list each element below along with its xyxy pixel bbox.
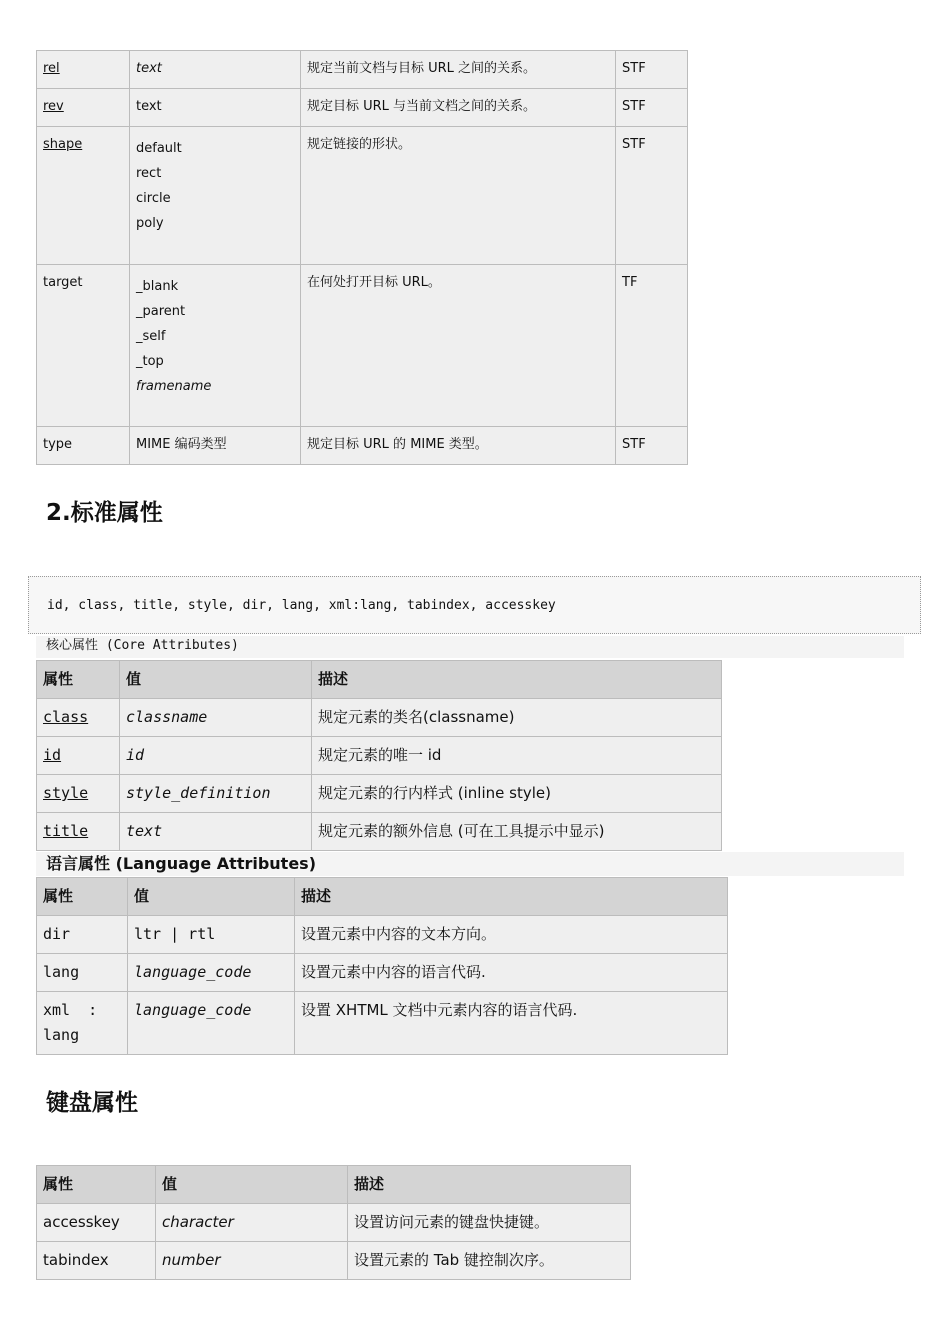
attr-cell: accesskey xyxy=(37,1204,156,1242)
desc-cell: 设置访问元素的键盘快捷键。 xyxy=(348,1204,631,1242)
attr-cell: target xyxy=(37,265,130,427)
desc-cell: 规定元素的唯一 id xyxy=(312,737,722,775)
value-line: rect xyxy=(136,166,162,181)
value-cell: language_code xyxy=(128,992,295,1055)
table-row xyxy=(37,992,728,1055)
value-line: _self xyxy=(136,329,166,344)
table-row xyxy=(37,89,688,127)
value-line: default xyxy=(136,141,182,156)
column-header: 描述 xyxy=(348,1166,631,1204)
value-line: _top xyxy=(136,354,164,369)
desc-cell: 规定元素的类名(classname) xyxy=(312,699,722,737)
value-cell: style_definition xyxy=(120,775,312,813)
attr-cell: lang xyxy=(37,954,128,992)
desc-cell: 规定链接的形状。 xyxy=(301,127,616,265)
core-attributes-table xyxy=(36,660,722,851)
value-cell: id xyxy=(120,737,312,775)
value-line: _parent xyxy=(136,304,186,319)
value-line: framename xyxy=(136,379,212,394)
attr-line: lang xyxy=(43,1026,80,1044)
desc-cell: 设置元素的 Tab 键控制次序。 xyxy=(348,1242,631,1280)
value-cell xyxy=(130,127,301,265)
value-cell: MIME 编码类型 xyxy=(130,427,301,465)
dtd-cell: TF xyxy=(616,265,688,427)
dtd-cell: STF xyxy=(616,427,688,465)
attr-cell: dir xyxy=(37,916,128,954)
value-line: poly xyxy=(136,216,164,231)
desc-cell: 规定元素的行内样式 (inline style) xyxy=(312,775,722,813)
attr-link-id[interactable]: id xyxy=(37,737,120,775)
core-attributes-caption: 核心属性 (Core Attributes) xyxy=(36,636,904,658)
value-line: _blank xyxy=(136,279,179,294)
column-header: 属性 xyxy=(37,661,120,699)
column-header: 属性 xyxy=(37,878,128,916)
value-cell: text xyxy=(130,89,301,127)
table-header-row xyxy=(37,661,722,699)
value-cell: language_code xyxy=(128,954,295,992)
link-attributes-table xyxy=(36,50,688,465)
language-attributes-caption: 语言属性 (Language Attributes) xyxy=(36,852,904,876)
table-row xyxy=(37,1242,631,1280)
column-header: 属性 xyxy=(37,1166,156,1204)
dtd-cell: STF xyxy=(616,127,688,265)
table-row xyxy=(37,813,722,851)
column-header: 值 xyxy=(156,1166,348,1204)
value-cell xyxy=(130,265,301,427)
attr-cell xyxy=(37,992,128,1055)
attr-cell: tabindex xyxy=(37,1242,156,1280)
table-row xyxy=(37,775,722,813)
column-header: 值 xyxy=(120,661,312,699)
attr-link-title[interactable]: title xyxy=(37,813,120,851)
table-row xyxy=(37,51,688,89)
attr-link-shape[interactable]: shape xyxy=(37,127,130,265)
table-row xyxy=(37,699,722,737)
value-cell: ltr | rtl xyxy=(128,916,295,954)
attr-link-rel[interactable]: rel xyxy=(37,51,130,89)
attr-cell: type xyxy=(37,427,130,465)
value-cell: text xyxy=(130,51,301,89)
desc-cell: 设置元素中内容的语言代码. xyxy=(295,954,728,992)
dtd-cell: STF xyxy=(616,89,688,127)
table-row xyxy=(37,427,688,465)
value-cell: text xyxy=(120,813,312,851)
attr-link-style[interactable]: style xyxy=(37,775,120,813)
column-header: 描述 xyxy=(312,661,722,699)
desc-cell: 设置元素中内容的文本方向。 xyxy=(295,916,728,954)
desc-cell: 在何处打开目标 URL。 xyxy=(301,265,616,427)
code-line: id, class, title, style, dir, lang, xml:lang, tabindex, accesskey xyxy=(47,598,556,613)
table-header-row xyxy=(37,878,728,916)
attr-link-rev[interactable]: rev xyxy=(37,89,130,127)
table-header-row xyxy=(37,1166,631,1204)
table-row xyxy=(37,265,688,427)
language-attributes-table xyxy=(36,877,728,1055)
desc-cell: 设置 XHTML 文档中元素内容的语言代码. xyxy=(295,992,728,1055)
column-header: 值 xyxy=(128,878,295,916)
table-row xyxy=(37,127,688,265)
desc-cell: 规定目标 URL 与当前文档之间的关系。 xyxy=(301,89,616,127)
table-row xyxy=(37,1204,631,1242)
desc-cell: 规定元素的额外信息 (可在工具提示中显示) xyxy=(312,813,722,851)
desc-cell: 规定目标 URL 的 MIME 类型。 xyxy=(301,427,616,465)
attr-line: xml : xyxy=(43,1001,98,1019)
value-cell: classname xyxy=(120,699,312,737)
attr-link-class[interactable]: class xyxy=(37,699,120,737)
section-heading-keyboard: 键盘属性 xyxy=(46,1090,138,1116)
table-row xyxy=(37,954,728,992)
value-cell: number xyxy=(156,1242,348,1280)
value-line: circle xyxy=(136,191,171,206)
column-header: 描述 xyxy=(295,878,728,916)
value-cell: character xyxy=(156,1204,348,1242)
section-heading-standard: 2.标准属性 xyxy=(46,500,163,526)
desc-cell: 规定当前文档与目标 URL 之间的关系。 xyxy=(301,51,616,89)
dtd-cell: STF xyxy=(616,51,688,89)
keyboard-attributes-table xyxy=(36,1165,631,1280)
code-block xyxy=(28,576,921,634)
table-row xyxy=(37,916,728,954)
table-row xyxy=(37,737,722,775)
